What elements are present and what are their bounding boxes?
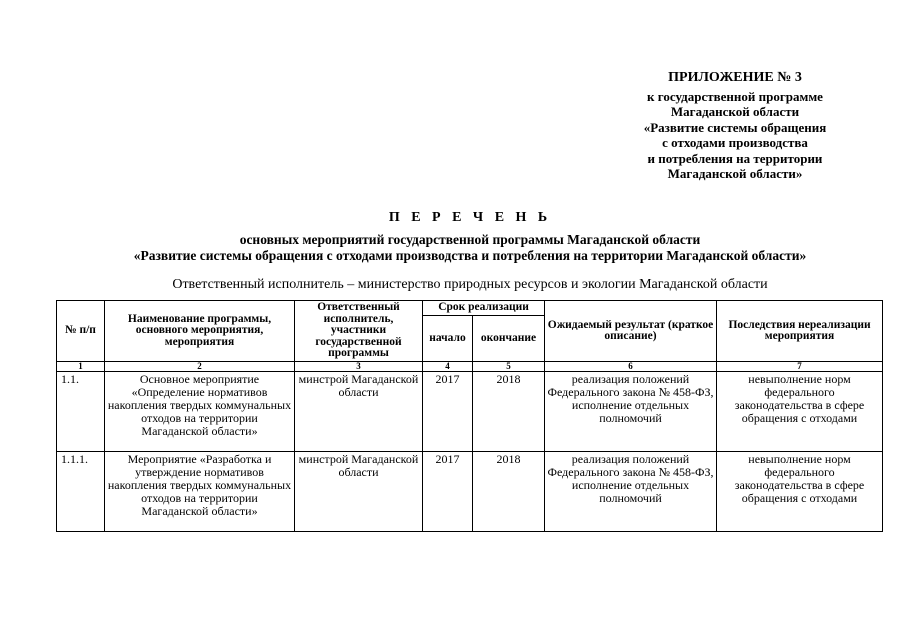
column-number: 4 [423,362,473,372]
header-start: начало [423,316,473,362]
appendix-line: с отходами производства [662,135,808,150]
header-no: № п/п [57,301,105,362]
header-end: окончание [473,316,545,362]
table-row [57,372,883,452]
column-number: 6 [545,362,717,372]
column-number: 3 [295,362,423,372]
column-number: 2 [105,362,295,372]
appendix-line: Магаданской области [670,104,800,119]
appendix-line: «Развитие системы обращения [643,119,827,135]
appendix-title: ПРИЛОЖЕНИЕ № 3 [668,70,802,85]
row-end: 2018 [473,372,545,452]
row-consequences: невыполнение норм федерального законодательства в сфере обращения с отходами [717,372,883,452]
header-name: Наименование программы, основного мероприятия, мероприятия [105,301,295,362]
row-start: 2017 [423,372,473,452]
table-row [57,452,883,532]
row-result: реализация положений Федерального закона № 458-ФЗ, исполнение отдельных полномочий [545,372,717,452]
document-subtitle-line1: основных мероприятий государственной программы Магаданской области [239,232,701,247]
header-term: Срок реализации [423,301,545,316]
column-number: 7 [717,362,883,372]
header-result: Ожидаемый результат (краткое описание) [545,301,717,362]
row-executor: минстрой Магаданской области [295,452,423,532]
document-title: П Е Р Е Ч Е Н Ь [388,210,552,225]
row-name: Основное мероприятие «Определение нормативов накопления твердых коммунальных отходов на территории Магаданской области» [105,372,295,452]
row-name: Мероприятие «Разработка и утверждение нормативов накопления твердых коммунальных отходов на территории Магаданской области» [105,452,295,532]
appendix-line: и потребления на территории [647,150,823,166]
row-number: 1.1.1. [57,452,105,532]
header-executor: Ответственный исполнитель, участники государственной программы [295,301,423,362]
column-number-row [57,362,883,372]
row-consequences: невыполнение норм федерального законодательства в сфере обращения с отходами [717,452,883,532]
column-number: 5 [473,362,545,372]
row-number: 1.1. [57,372,105,452]
row-start: 2017 [423,452,473,532]
measures-table [56,300,883,532]
appendix-line: к государственной программе [647,88,823,104]
responsible-executor: Ответственный исполнитель – министерство природных ресурсов и экологии Магаданской области [172,277,768,292]
appendix-line: Магаданской области» [667,166,803,181]
column-number: 1 [57,362,105,372]
header-row [57,301,883,316]
row-end: 2018 [473,452,545,532]
row-result: реализация положений Федерального закона № 458-ФЗ, исполнение отдельных полномочий [545,452,717,532]
header-consequences: Последствия нереализации мероприятия [717,301,883,362]
document-subtitle-line2: «Развитие системы обращения с отходами производства и потребления на территории Магаданской области» [133,248,807,263]
row-executor: минстрой Магаданской области [295,372,423,452]
appendix-block [600,70,870,182]
